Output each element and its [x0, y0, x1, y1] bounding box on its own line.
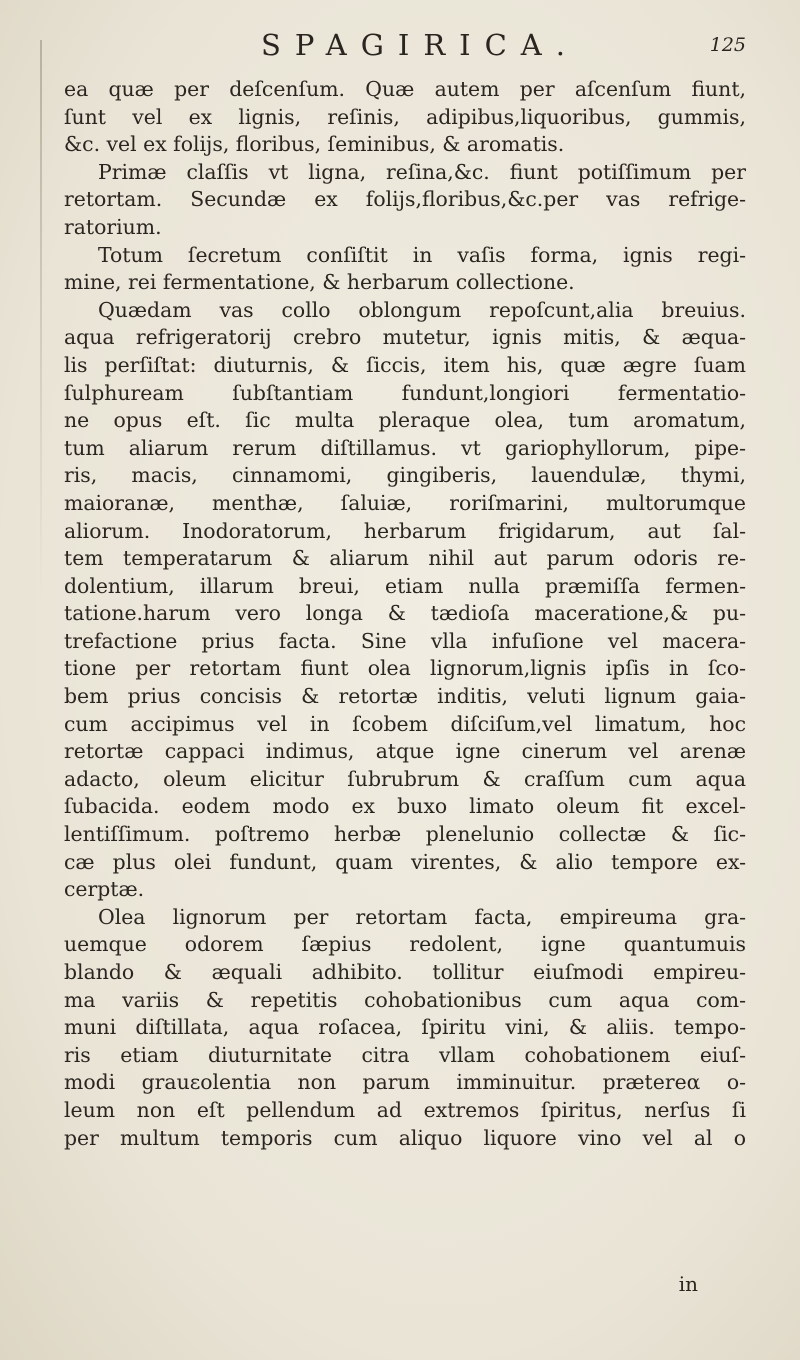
text-line: leum non eſt pellendum ad extremos ſpiritus, nerſus ſi	[64, 1097, 746, 1122]
text-line: ris etiam diuturnitate citra vllam cohobationem eiuſ-	[64, 1042, 746, 1067]
text-line: retortæ cappaci indimus, atque igne cinerum vel arenæ	[64, 739, 746, 764]
text-line: lentiſſimum. poſtremo herbæ plenelunio collectæ & ſic-	[64, 822, 746, 847]
text-line: dolentium, illarum breui, etiam nulla præmiſſa fermen-	[64, 573, 746, 598]
text-line: tem temperatarum & aliarum nihil aut parum odoris re-	[64, 546, 746, 571]
text-line: mine, rei fermentatione, & herbarum collectione.	[64, 270, 575, 295]
text-line: per multum temporis cum aliquo liquore vino vel al o	[64, 1125, 746, 1150]
text-line: adacto, oleum elicitur ſubrubrum & craſſum cum aqua	[64, 766, 746, 791]
text-line: maioranæ, menthæ, ſaluiæ, roriſmarini, multorumque	[64, 490, 746, 515]
text-line: ſubacida. eodem modo ex buxo limato oleum fit excel-	[64, 794, 746, 819]
text-line: aliorum. Inodoratorum, herbarum frigidarum, aut ſal-	[64, 518, 746, 543]
text-line: ſulphuream ſubſtantiam fundunt,longiori fermentatio-	[64, 380, 746, 405]
text-line: lis perſiſtat: diuturnis, & ſiccis, item his, quæ ægre ſuam	[64, 352, 746, 377]
text-line: aqua refrigeratorij crebro mutetur, ignis mitis, & æqua-	[64, 325, 746, 350]
text-line: cæ plus olei fundunt, quam virentes, & alio tempore ex-	[64, 849, 746, 874]
text-line: ratorium.	[64, 214, 162, 239]
text-line: &c. vel ex folijs, floribus, ſeminibus, & aromatis.	[64, 132, 565, 157]
text-line: cerptæ.	[64, 877, 145, 902]
text-line: blando & æquali adhibito. tollitur eiuſmodi empireu-	[64, 960, 746, 984]
page-number: 125	[709, 34, 746, 56]
text-line: Quædam vas collo oblongum repoſcunt,alia breuius.	[98, 297, 746, 322]
text-line: tatione.harum vero longa & tædioſa maceratione,& pu-	[64, 601, 746, 626]
text-line: ris, macis, cinnamomi, gingiberis, lauendulæ, thymi,	[64, 463, 746, 488]
text-line: retortam. Secundæ ex folijs,floribus,&c.per vas refrige-	[64, 187, 746, 212]
page-header	[0, 28, 800, 68]
text-line: Primæ claſſis vt ligna, reſina,&c. fiunt potiſſimum per	[98, 159, 746, 184]
text-line: ſunt vel ex lignis, reſinis, adipibus,liquoribus, gummis,	[64, 104, 746, 129]
text-line: tione per retortam fiunt olea lignorum,lignis ipſis in ſco-	[64, 656, 746, 681]
text-line: muni diſtillata, aqua roſacea, ſpiritu vini, & aliis. tempo-	[64, 1015, 746, 1040]
text-line: ma variis & repetitis cohobationibus cum aqua com-	[64, 987, 746, 1012]
text-line: ne opus eſt. ſic multa pleraque olea, tum aromatum,	[64, 408, 746, 433]
catchword: in	[678, 1272, 698, 1296]
text-line: uemque odorem ſæpius redolent, igne quantumuis	[64, 932, 746, 957]
text-line: tum aliarum rerum diſtillamus. vt gariophyllorum, pipe-	[64, 435, 746, 460]
running-head: SPAGIRICA.	[261, 28, 579, 62]
text-line: modi grauεolentia non parum imminuitur. prætereα o-	[64, 1070, 746, 1095]
text-line: Olea lignorum per retortam facta, empireuma gra-	[98, 904, 746, 929]
body-text	[64, 76, 746, 1152]
text-line: bem prius concisis & retortæ inditis, veluti lignum gaia-	[64, 684, 746, 709]
gutter-shadow	[40, 40, 42, 600]
text-line: ea quæ per deſcenſum. Quæ autem per aſcenſum fiunt,	[64, 77, 746, 101]
text-line: cum accipimus vel in ſcobem diſciſum,vel limatum, hoc	[64, 711, 746, 736]
text-line: Totum ſecretum conſiſtit in vaſis forma, ignis regi-	[98, 242, 746, 267]
text-line: trefactione prius facta. Sine vlla infuſione vel macera-	[64, 628, 746, 653]
